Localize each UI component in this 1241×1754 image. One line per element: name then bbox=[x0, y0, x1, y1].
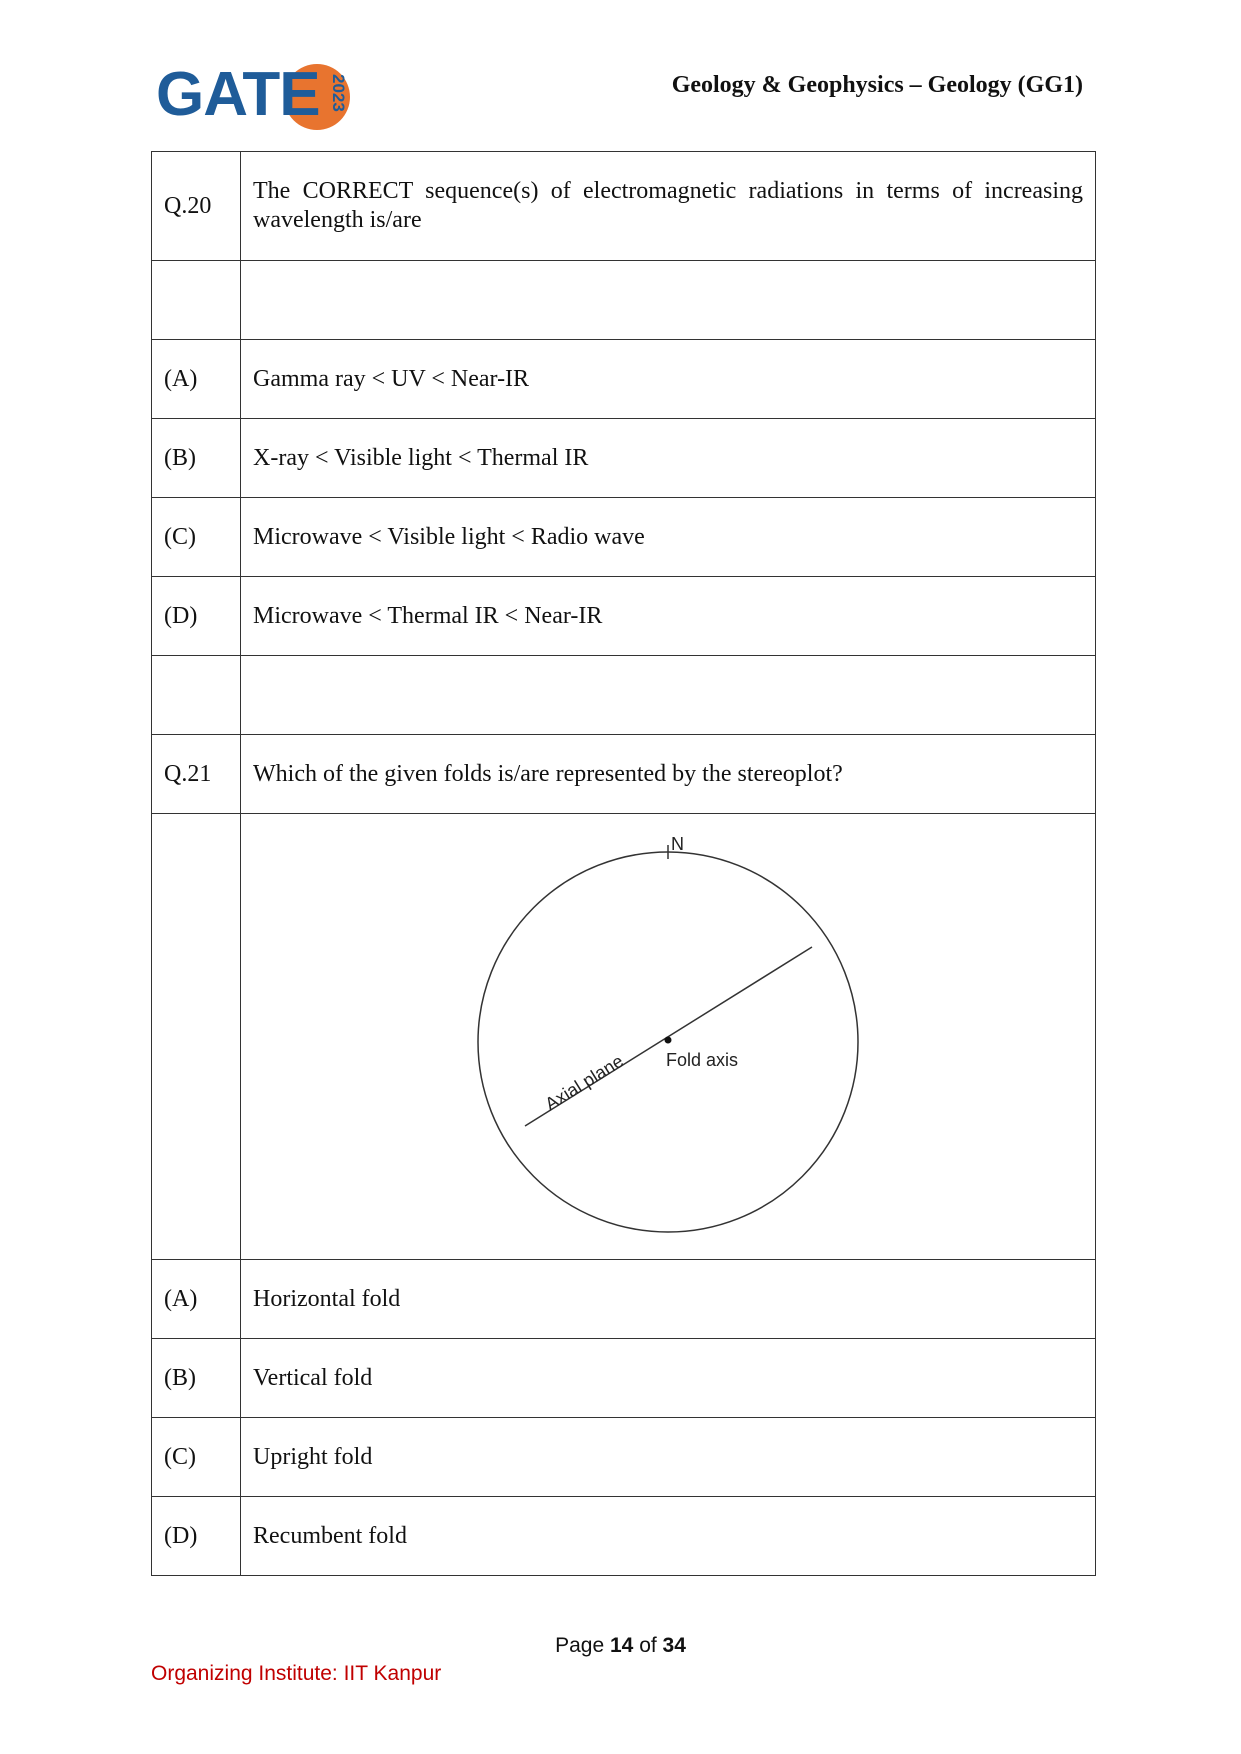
option-text: Gamma ray < UV < Near-IR bbox=[241, 340, 1096, 419]
option-text: Microwave < Thermal IR < Near-IR bbox=[241, 577, 1096, 656]
option-label: (C) bbox=[152, 498, 241, 577]
gate-logo bbox=[156, 58, 356, 138]
option-label: (A) bbox=[152, 1260, 241, 1339]
option-row bbox=[152, 419, 1096, 498]
option-text: Microwave < Visible light < Radio wave bbox=[241, 498, 1096, 577]
option-row bbox=[152, 577, 1096, 656]
option-row bbox=[152, 1339, 1096, 1418]
question-text: Which of the given folds is/are represented by the stereoplot? bbox=[241, 735, 1096, 814]
option-row bbox=[152, 340, 1096, 419]
option-text: Horizontal fold bbox=[241, 1260, 1096, 1339]
organizing-institute: Organizing Institute: IIT Kanpur bbox=[151, 1662, 442, 1685]
stereoplot-cell bbox=[241, 814, 1096, 1260]
north-label: N bbox=[671, 833, 684, 854]
fold-axis-point bbox=[665, 1036, 672, 1043]
blank-row bbox=[152, 656, 1096, 735]
question-number: Q.20 bbox=[152, 152, 241, 261]
option-text: Vertical fold bbox=[241, 1339, 1096, 1418]
option-row bbox=[152, 1418, 1096, 1497]
figure-row bbox=[152, 814, 1096, 1260]
option-row bbox=[152, 498, 1096, 577]
page-number bbox=[0, 1634, 1241, 1658]
stereoplot bbox=[468, 827, 868, 1247]
option-label: (C) bbox=[152, 1418, 241, 1497]
option-label: (D) bbox=[152, 577, 241, 656]
option-row bbox=[152, 1497, 1096, 1576]
option-text: X-ray < Visible light < Thermal IR bbox=[241, 419, 1096, 498]
paper-title: Geology & Geophysics – Geology (GG1) bbox=[671, 72, 1083, 98]
option-label: (A) bbox=[152, 340, 241, 419]
logo-year: 2023 bbox=[329, 74, 348, 112]
option-text: Upright fold bbox=[241, 1418, 1096, 1497]
option-label: (D) bbox=[152, 1497, 241, 1576]
logo-text: GATE bbox=[156, 60, 320, 129]
page-of: of bbox=[639, 1634, 657, 1657]
option-text: Recumbent fold bbox=[241, 1497, 1096, 1576]
question-row bbox=[152, 152, 1096, 261]
blank-row bbox=[152, 261, 1096, 340]
questions-table bbox=[151, 151, 1096, 1576]
option-label: (B) bbox=[152, 1339, 241, 1418]
question-number: Q.21 bbox=[152, 735, 241, 814]
fold-axis-label: Fold axis bbox=[666, 1049, 739, 1070]
question-text: The CORRECT sequence(s) of electromagnetic radiations in terms of increasing wavelength is/are bbox=[241, 152, 1096, 261]
page-total: 34 bbox=[662, 1634, 686, 1657]
option-row bbox=[152, 1260, 1096, 1339]
option-label: (B) bbox=[152, 419, 241, 498]
axial-plane-label: Axial plane bbox=[541, 1050, 627, 1114]
question-row bbox=[152, 735, 1096, 814]
page-prefix: Page bbox=[555, 1634, 605, 1657]
page-current: 14 bbox=[609, 1634, 634, 1657]
